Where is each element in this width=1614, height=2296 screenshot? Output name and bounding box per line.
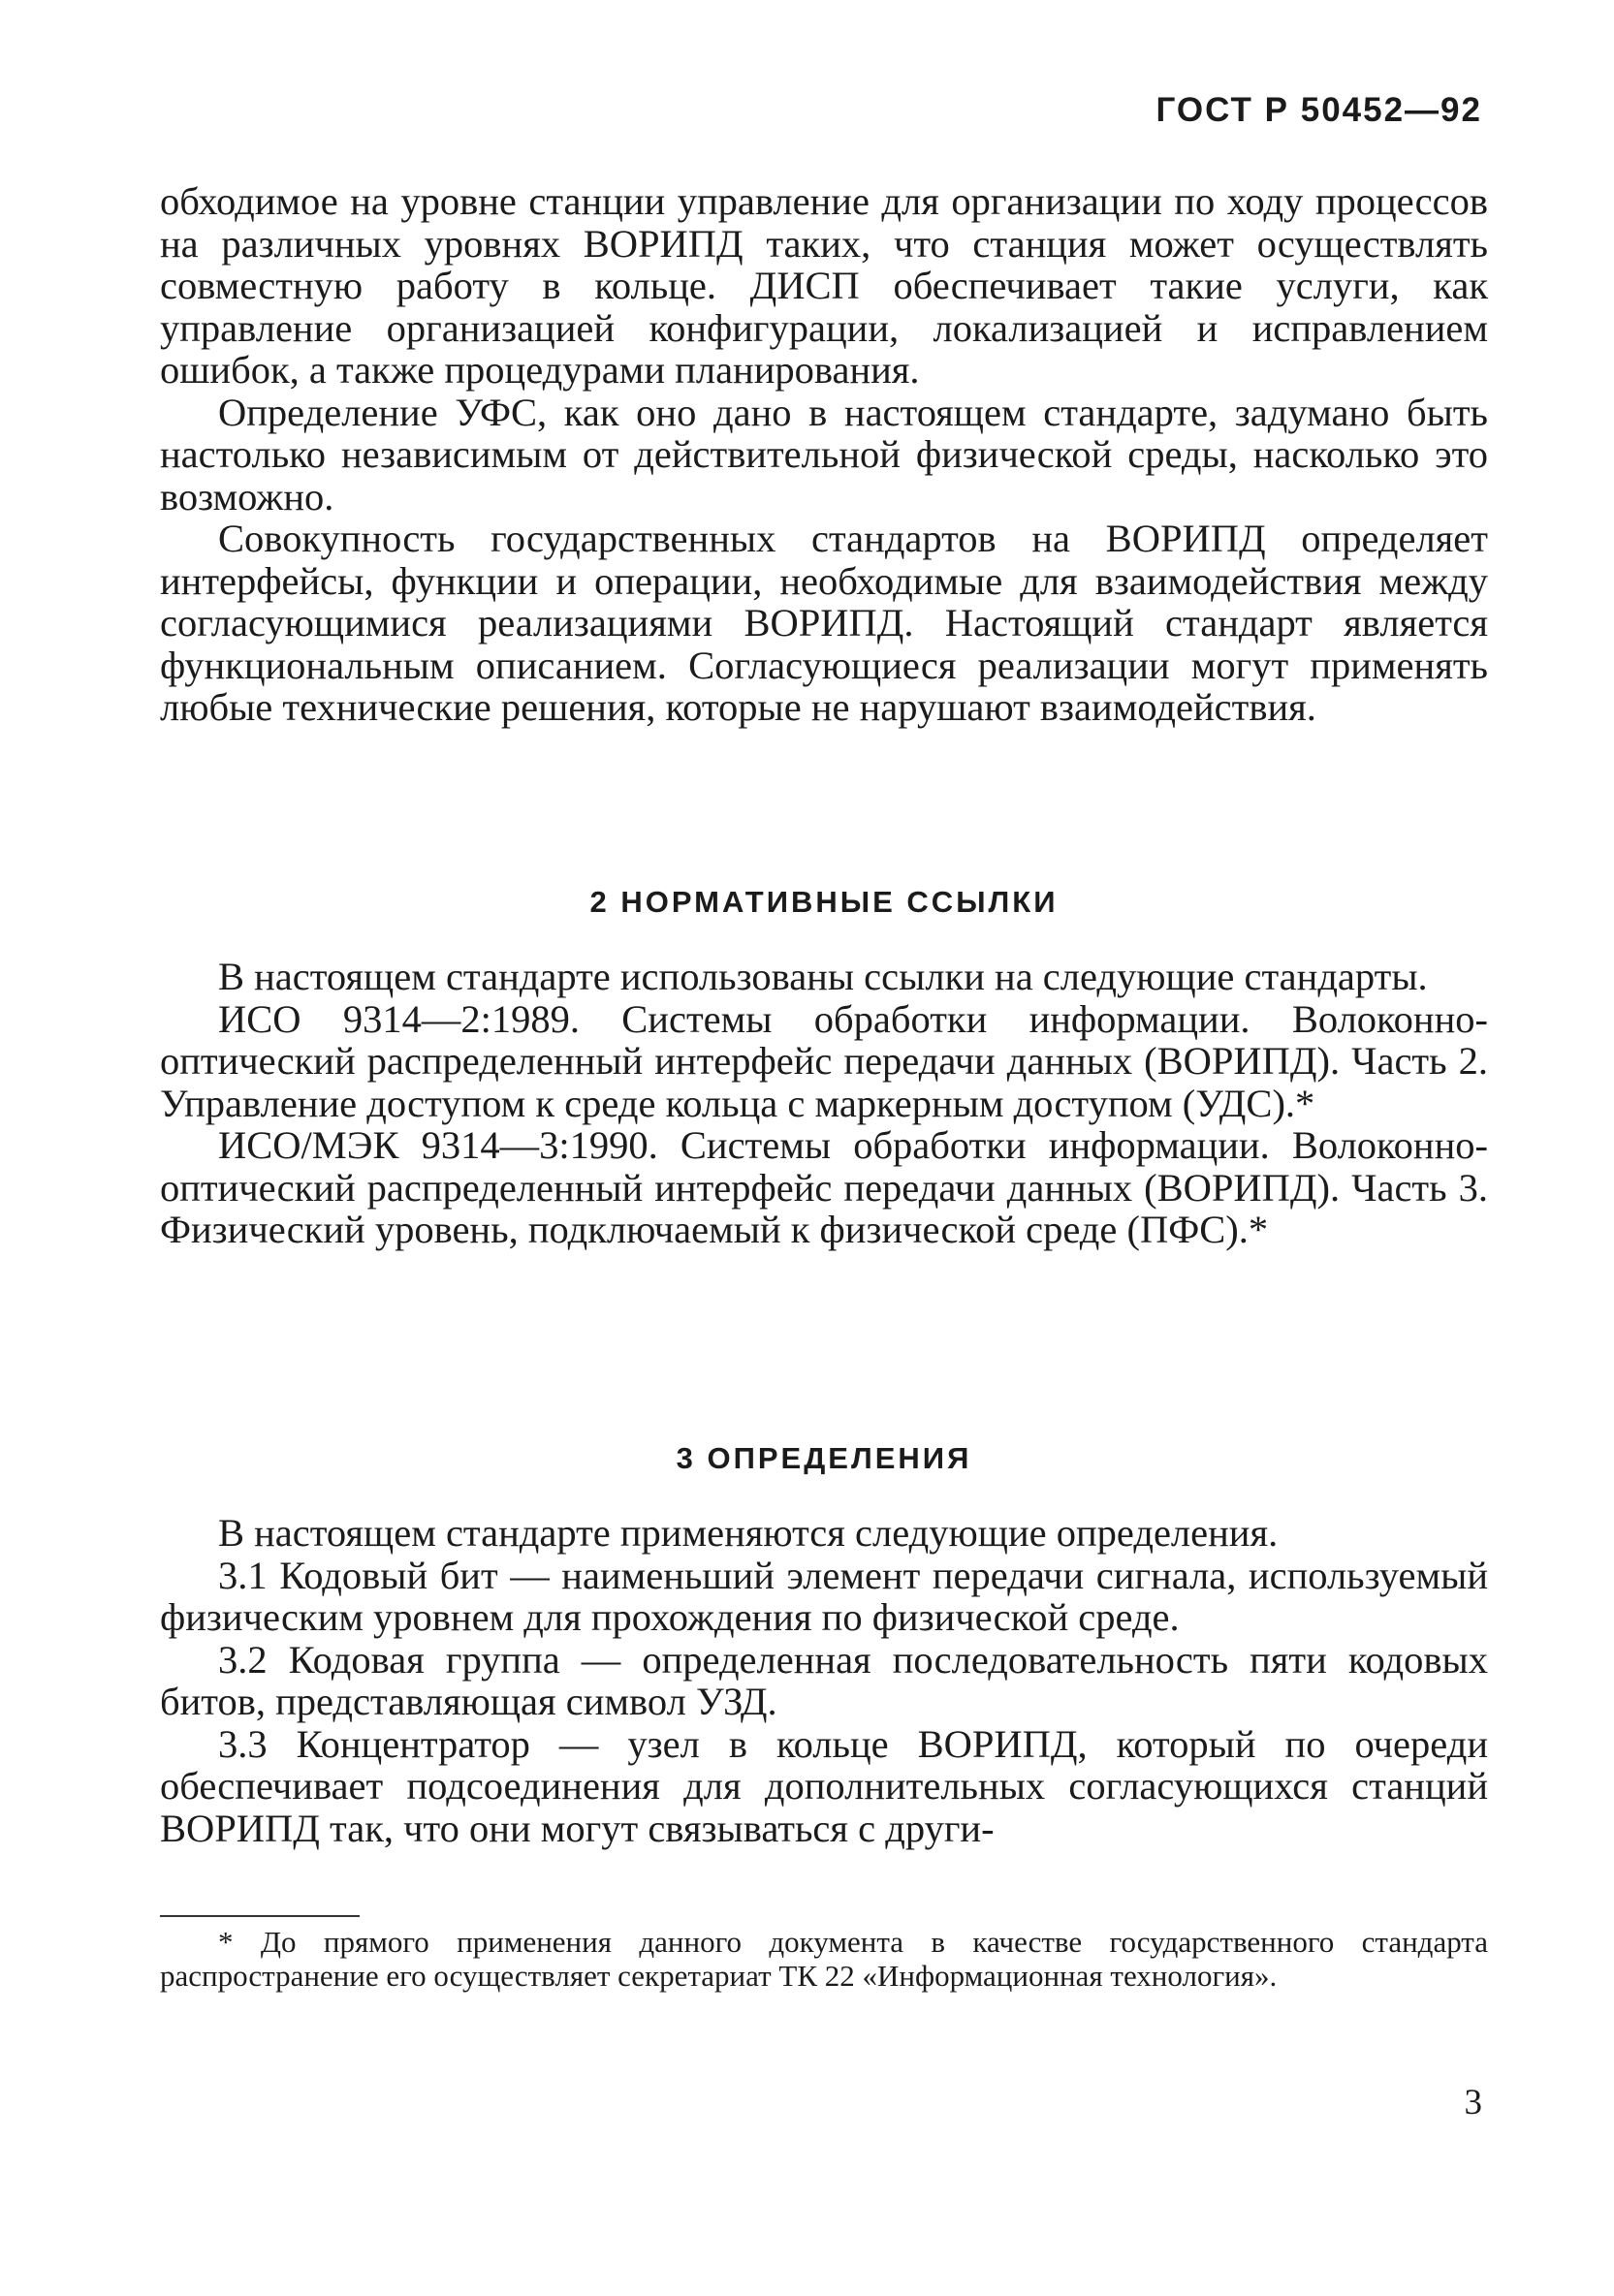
section-2-text [160, 956, 1488, 1251]
document-code: ГОСТ Р 50452—92 [1155, 91, 1482, 129]
reference-iso-iec-9314-3: ИСО/МЭК 9314—3:1990. Системы обработки информации. Волоконно-оптический распределенный интерфейс передачи данных (ВОРИПД). Часть 3. Физический уровень, подключаемый к физической среде (ПФС).* [160, 1123, 1488, 1251]
definitions-intro: В настоящем стандарте применяются следующие определения. [218, 1511, 1279, 1555]
section-3-text [160, 1512, 1488, 1849]
intro-paragraph-continuation: обходимое на уровне станции управление для организации по ходу процессов на различных уровнях ВОРИПД таких, что станция может осуществлять совместную работу в кольце. ДИСП обеспечивает такие услуги, как управление организацией конфигурации, локализацией и исправлением ошибок, а также процедурами планирования. [160, 179, 1488, 392]
section-2-heading: 2 НОРМАТИВНЫЕ ССЫЛКИ [589, 885, 1059, 919]
definition-3-1: 3.1 Кодовый бит — наименьший элемент передачи сигнала, используемый физическим уровнем для прохождения по физической среде. [160, 1553, 1488, 1639]
definition-3-3: 3.3 Концентратор — узел в кольце ВОРИПД, который по очереди обеспечивает подсоединения для дополнительных согласующихся станций ВОРИПД так, что они могут связываться с други- [160, 1721, 1488, 1850]
footnote-divider [160, 1915, 360, 1917]
definition-3-2: 3.2 Кодовая группа — определенная последовательность пяти кодовых битов, представляющая символ УЗД. [160, 1637, 1488, 1723]
page-number: 3 [1464, 2083, 1482, 2123]
references-intro: В настоящем стандарте использованы ссылки на следующие стандарты. [218, 955, 1428, 998]
footnote: * До прямого применения данного документа в качестве государственного стандарта распространение его осуществляет секретариат ТК 22 «Информационная технология». [160, 1925, 1488, 1993]
section-3-heading: 3 ОПРЕДЕЛЕНИЯ [676, 1441, 972, 1475]
intro-paragraph-ufs: Определение УФС, как оно дано в настоящем стандарте, задумано быть настолько независимым от действительной физической среды, насколько это возможно. [160, 390, 1488, 519]
intro-paragraph-standards: Совокупность государственных стандартов на ВОРИПД определяет интерфейсы, функции и операции, необходимые для взаимодействия между согласующимися реализациями ВОРИПД. Настоящий стандарт является функциональным описанием. Согласующиеся реализации могут применять любые технические решения, которые не нарушают взаимодействия. [160, 517, 1488, 729]
reference-iso-9314-2: ИСО 9314—2:1989. Системы обработки информации. Волоконно-оптический распределенный интерфейс передачи данных (ВОРИПД). Часть 2. Управление доступом к среде кольца с маркерным доступом (УДС).* [160, 996, 1488, 1125]
intro-text [160, 180, 1488, 729]
